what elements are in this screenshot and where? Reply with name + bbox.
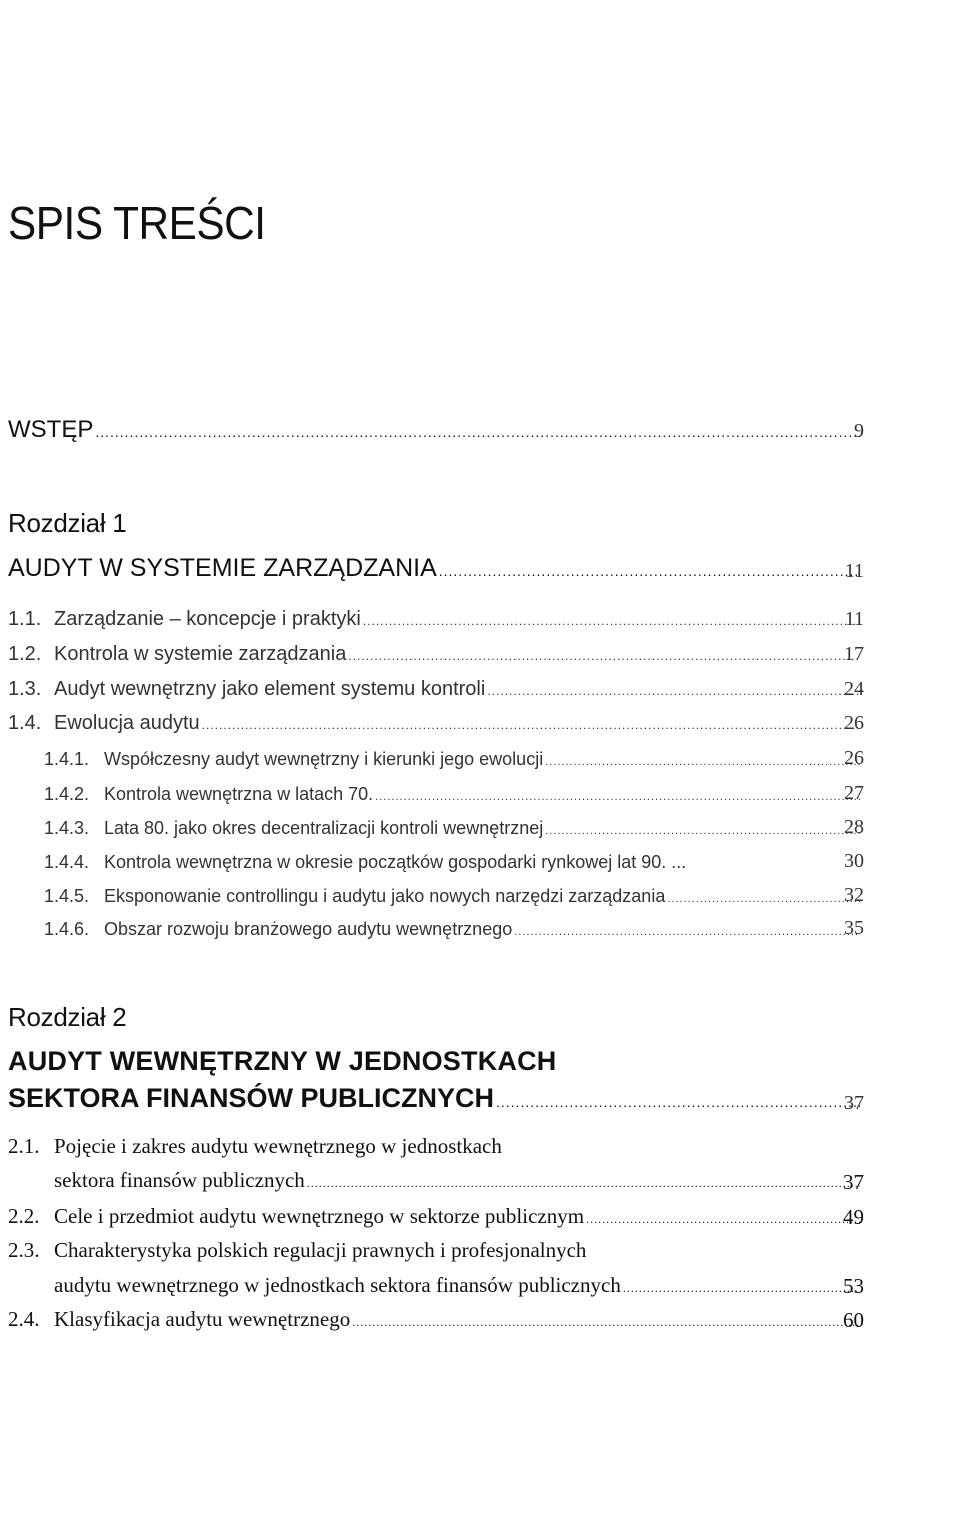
leader-dots — [586, 1212, 860, 1227]
entry-text: Pojęcie i zakres audytu wewnętrznego w jednostkach — [54, 1134, 502, 1158]
entry-text: Kontrola wewnętrzna w okresie początków gospodarki rynkowej lat 90. ... — [104, 852, 687, 872]
chapter2-title-line2: SEKTORA FINANSÓW PUBLICZNYCH — [8, 1083, 494, 1113]
toc-entry[interactable] — [8, 643, 864, 666]
entry-page: 35 — [844, 917, 864, 939]
toc-intro-label: WSTĘP — [8, 416, 94, 443]
entry-text: Ewolucja audytu — [54, 712, 200, 734]
entry-text: Audyt wewnętrzny jako element systemu kontroli — [54, 678, 486, 700]
leader-dots — [375, 791, 860, 803]
entry-number: 1.4. — [8, 712, 42, 734]
leader-dots — [352, 1315, 860, 1330]
entry-text: audytu wewnętrznego w jednostkach sektora finansów publicznych — [54, 1273, 621, 1297]
page-title: SPIS TREŚCI — [8, 197, 266, 249]
chapter2-title-line1: AUDYT WEWNĘTRZNY W JEDNOSTKACH — [8, 1046, 557, 1076]
entry-page: 32 — [844, 884, 864, 906]
entry-page: 60 — [843, 1308, 864, 1332]
toc-entry-line2[interactable] — [54, 1273, 864, 1298]
entry-page: 24 — [844, 678, 864, 700]
entry-number: 1.4.3. — [44, 818, 90, 838]
entry-number: 1.4.5. — [44, 886, 90, 906]
entry-text: Współczesny audyt wewnętrzny i kierunki jego ewolucji — [104, 749, 544, 769]
entry-number: 2.3. — [8, 1238, 40, 1262]
entry-text: Kontrola w systemie zarządzania — [54, 643, 347, 665]
leader-dots — [348, 649, 860, 663]
entry-page: 26 — [844, 712, 864, 734]
toc-entry-line1[interactable] — [8, 1238, 586, 1263]
entry-text: Zarządzanie – koncepcje i praktyki — [54, 608, 361, 630]
chapter1-title: AUDYT W SYSTEMIE ZARZĄDZANIA — [8, 554, 437, 582]
leader-dots — [307, 1176, 860, 1191]
toc-entry[interactable] — [8, 608, 864, 631]
leader-dots — [95, 424, 860, 440]
leader-dots — [496, 1094, 860, 1110]
entry-number: 1.2. — [8, 643, 42, 665]
entry-number: 1.3. — [8, 678, 42, 700]
entry-text: Charakterystyka polskich regulacji prawnych i profesjonalnych — [54, 1238, 587, 1262]
entry-text: Cele i przedmiot audytu wewnętrznego w sektorze publicznym — [54, 1204, 585, 1228]
leader-dots — [667, 893, 860, 905]
entry-number: 1.4.2. — [44, 784, 90, 804]
toc-entry-line1[interactable] — [8, 1134, 502, 1159]
entry-text: sektora finansów publicznych — [54, 1168, 305, 1192]
entry-number: 2.4. — [8, 1307, 40, 1331]
entry-page: 53 — [843, 1274, 864, 1298]
entry-page: 37 — [843, 1170, 864, 1194]
toc-intro-page: 9 — [854, 420, 864, 442]
toc-entry[interactable] — [44, 818, 864, 839]
toc-entry[interactable] — [8, 712, 864, 735]
chapter2-label: Rozdział 2 — [8, 1002, 127, 1032]
entry-page: 27 — [844, 782, 864, 804]
entry-number: 2.2. — [8, 1204, 40, 1228]
entry-text: Kontrola wewnętrzna w latach 70. — [104, 784, 374, 804]
entry-page: 28 — [844, 816, 864, 838]
toc-intro-row[interactable] — [8, 416, 864, 444]
entry-number: 1.4.6. — [44, 919, 90, 939]
toc-entry-line2[interactable] — [54, 1168, 864, 1193]
entry-number: 2.1. — [8, 1134, 40, 1158]
entry-number: 1.4.4. — [44, 852, 90, 872]
toc-entry[interactable] — [8, 1204, 864, 1229]
entry-text: Klasyfikacja audytu wewnętrznego — [54, 1307, 351, 1331]
chapter2-page: 37 — [844, 1092, 864, 1114]
entry-number: 1.1. — [8, 608, 42, 630]
toc-entry[interactable] — [44, 749, 864, 770]
leader-dots — [439, 563, 860, 579]
entry-page: 26 — [844, 747, 864, 769]
entry-page: 30 — [844, 850, 864, 872]
leader-dots — [363, 614, 860, 628]
entry-page: 11 — [844, 608, 864, 630]
leader-dots — [545, 756, 860, 768]
toc-entry[interactable] — [44, 886, 864, 907]
entry-text: Lata 80. jako okres decentralizacji kontroli wewnętrznej — [104, 818, 544, 838]
chapter1-title-row[interactable] — [8, 554, 864, 583]
chapter1-label: Rozdział 1 — [8, 508, 127, 538]
toc-entry[interactable] — [44, 784, 864, 805]
toc-entry[interactable] — [8, 678, 864, 701]
chapter1-page: 11 — [844, 560, 864, 582]
entry-text: Obszar rozwoju branżowego audytu wewnętrznego — [104, 919, 513, 939]
leader-dots — [202, 718, 860, 732]
toc-entry[interactable] — [44, 919, 864, 940]
chapter2-title-row[interactable] — [8, 1083, 864, 1114]
entry-page: 49 — [843, 1205, 864, 1229]
leader-dots — [514, 926, 860, 938]
leader-dots — [545, 825, 860, 837]
entry-page: 17 — [844, 643, 864, 665]
leader-dots — [623, 1281, 860, 1296]
entry-number: 1.4.1. — [44, 749, 90, 769]
entry-text: Eksponowanie controllingu i audytu jako nowych narzędzi zarządzania — [104, 886, 666, 906]
toc-entry[interactable] — [44, 852, 864, 873]
leader-dots — [487, 684, 860, 698]
toc-entry[interactable] — [8, 1307, 864, 1332]
